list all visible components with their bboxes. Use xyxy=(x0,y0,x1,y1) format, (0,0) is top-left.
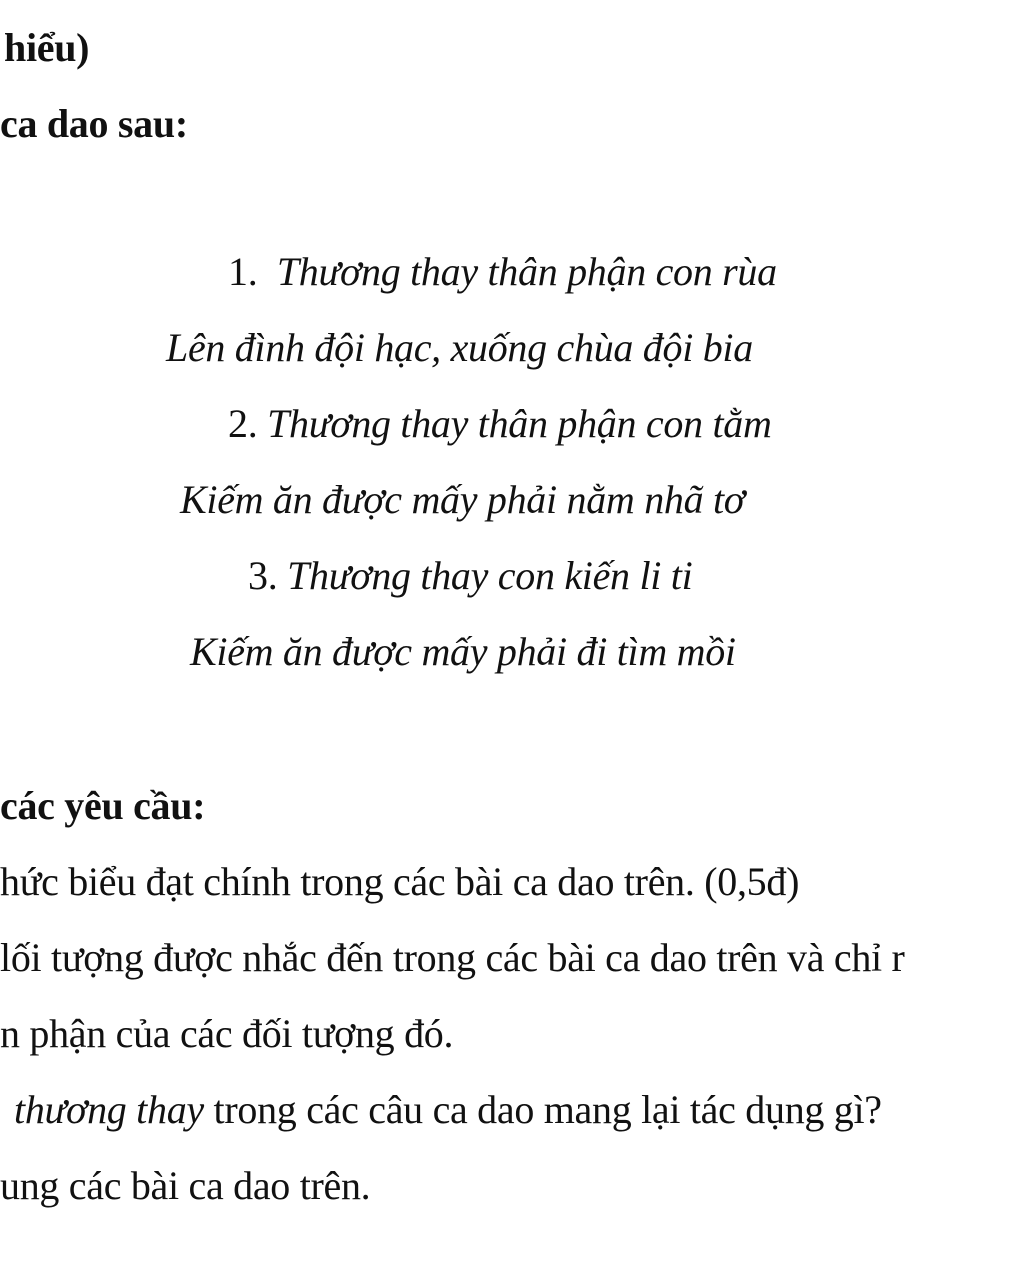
poem-text: Thương thay con kiến li ti xyxy=(287,553,693,598)
question-3-emphasis: thương thay xyxy=(14,1087,204,1132)
question-3-rest: trong các câu ca dao mang lại tác dụng gì? xyxy=(203,1087,882,1132)
poem-verse-2-line-1 xyxy=(228,400,772,448)
intro-text: ca dao sau: xyxy=(0,101,188,146)
question-2-line-1: lối tượng được nhắc đến trong các bài ca dao trên và chỉ r xyxy=(0,935,905,980)
part-title: hiểu) xyxy=(4,25,90,70)
question-4: ung các bài ca dao trên. xyxy=(0,1163,371,1208)
poem-number-3: 3. xyxy=(248,553,278,598)
question-2-line-2: n phận của các đối tượng đó. xyxy=(0,1011,454,1056)
poem-text: Thương thay thân phận con rùa xyxy=(276,249,777,294)
question-3 xyxy=(14,1086,882,1134)
poem-verse-1-line-2: Lên đình đội hạc, xuống chùa đội bia xyxy=(166,325,753,370)
poem-text: Thương thay thân phận con tằm xyxy=(267,401,772,446)
poem-verse-3-line-1 xyxy=(248,552,692,600)
poem-verse-3-line-2: Kiếm ăn được mấy phải đi tìm mồi xyxy=(190,629,736,674)
poem-verse-1-line-1 xyxy=(228,248,777,296)
requirements-heading: các yêu cầu: xyxy=(0,783,206,828)
question-1: hức biểu đạt chính trong các bài ca dao trên. (0,5đ) xyxy=(0,859,800,904)
poem-number-1: 1. xyxy=(228,249,258,294)
poem-verse-2-line-2: Kiếm ăn được mấy phải nằm nhã tơ xyxy=(180,477,745,522)
poem-number-2: 2. xyxy=(228,401,258,446)
